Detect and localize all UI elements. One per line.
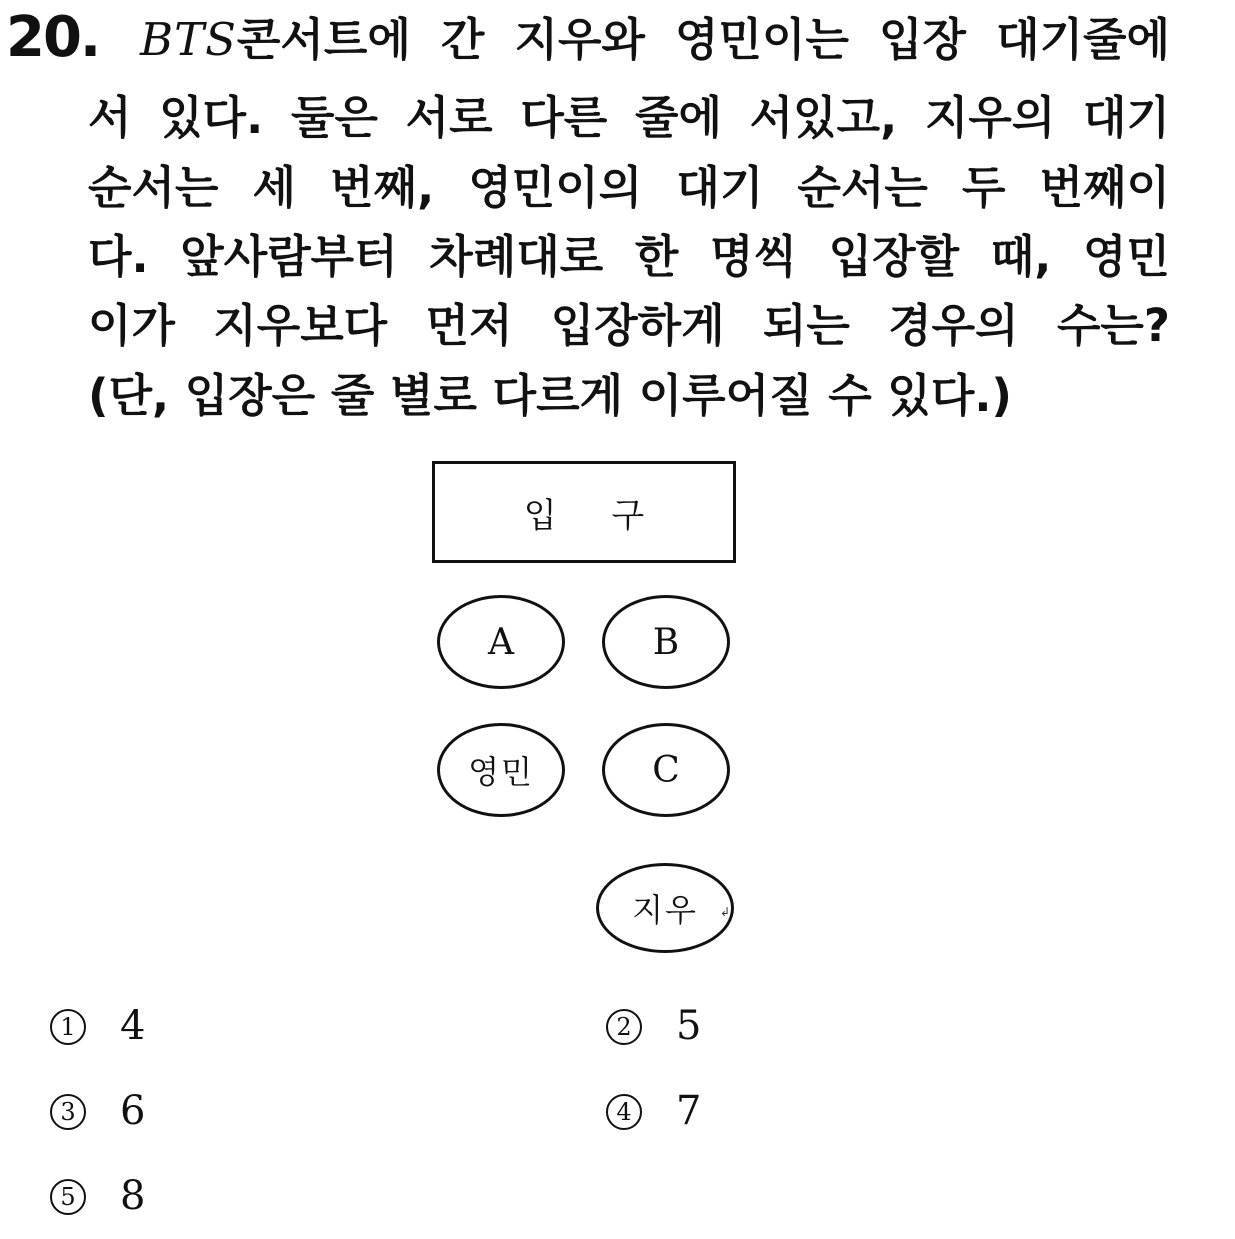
choice-number-1: 1 xyxy=(50,1009,86,1045)
choice-1[interactable] xyxy=(50,1001,145,1051)
choice-number-4: 4 xyxy=(606,1094,642,1130)
choice-4[interactable] xyxy=(606,1086,701,1136)
choice-number-3: 3 xyxy=(50,1094,86,1130)
choice-2[interactable] xyxy=(606,1001,701,1051)
choice-value-3: 6 xyxy=(120,1088,146,1134)
choice-number-2: 2 xyxy=(606,1009,642,1045)
person-jiwoo-ellipse: 지우 xyxy=(596,863,734,953)
question-text-line-5: 이가 지우보다 먼저 입장하게 되는 경우의 수는? xyxy=(88,299,1170,352)
person-b-ellipse: B xyxy=(602,595,730,689)
question-text-line-2: 서 있다. 둘은 서로 다른 줄에 서있고, 지우의 대기 xyxy=(88,91,1170,144)
question-text-line-3: 순서는 세 번째, 영민이의 대기 순서는 두 번째이 xyxy=(88,161,1170,214)
entrance-box: 입 구 xyxy=(432,461,736,563)
bts-text: BTS xyxy=(140,13,237,66)
choice-value-5: 8 xyxy=(120,1173,146,1219)
choice-value-1: 4 xyxy=(120,1003,146,1049)
choice-number-5: 5 xyxy=(50,1179,86,1215)
person-youngmin-ellipse: 영민 xyxy=(437,723,565,817)
choice-value-4: 7 xyxy=(676,1088,702,1134)
question-text-line-1 xyxy=(140,6,1170,74)
choice-3[interactable] xyxy=(50,1086,145,1136)
question-condition: (단, 입장은 줄 별로 다르게 이루어질 수 있다.) xyxy=(88,369,1012,422)
question-text-line-1-rest: 콘서트에 간 지우와 영민이는 입장 대기줄에 xyxy=(236,13,1170,66)
question-number: 20. xyxy=(6,5,100,70)
choice-5[interactable] xyxy=(50,1171,145,1221)
paragraph-mark-icon: ↲ xyxy=(720,905,731,919)
question-text-line-4: 다. 앞사람부터 차례대로 한 명씩 입장할 때, 영민 xyxy=(88,230,1170,283)
person-c-ellipse: C xyxy=(602,723,730,817)
person-a-ellipse: A xyxy=(437,595,565,689)
choice-value-2: 5 xyxy=(676,1003,702,1049)
